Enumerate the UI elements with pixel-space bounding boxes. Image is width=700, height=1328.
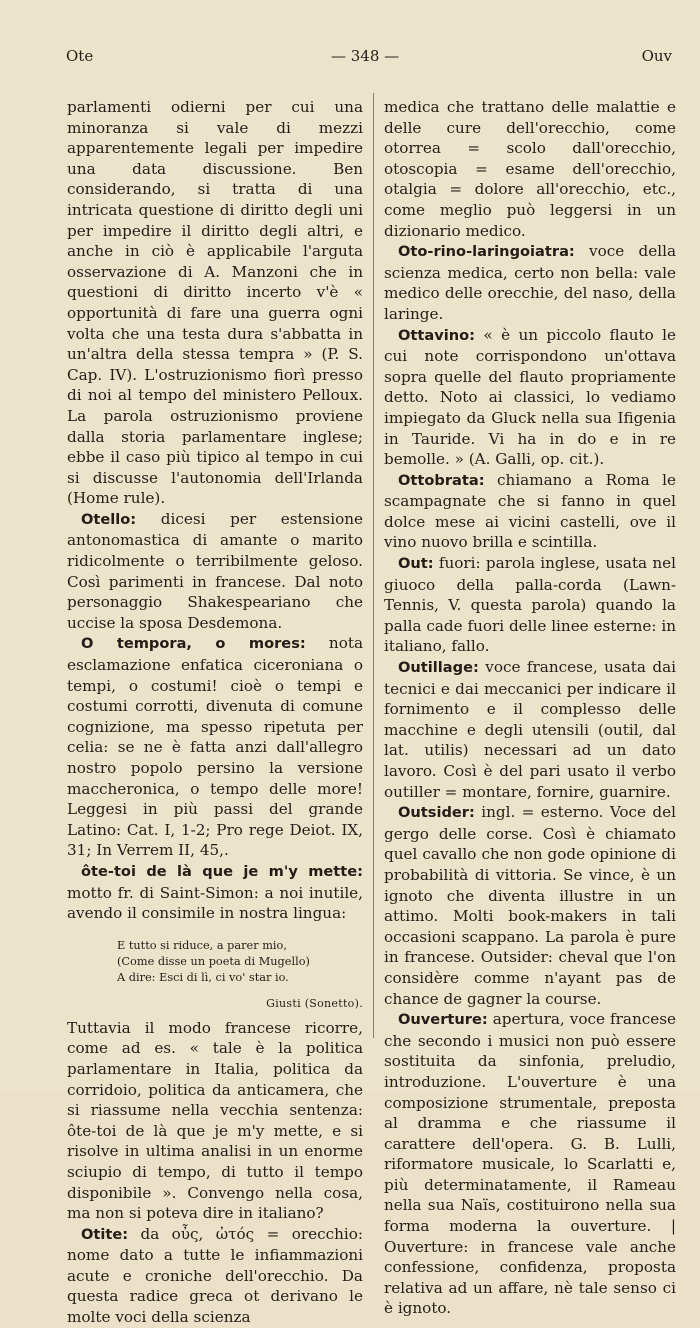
entry-ottobrata: Ottobrata: chiamano a Roma le scampagnate che si fanno in quel dolce mese ai vicini castelli, ove il vino nuovo brilla e scintilla. (384, 470, 676, 552)
headword: ôte-toi de là que je m'y mette: (81, 862, 363, 880)
entry-outillage: Outillage: voce francese, usata dai tecnici e dai meccanici per indicare il fornimento e il complesso delle macchine e degli utensili (outil, dal lat. utilis) necessari ad un dato lavoro. Così è del pari usato il verbo outiller = montare, fornire, guarnire. (384, 658, 676, 801)
verse-text: E tutto si riduce, a parer mio, (Come disse un poeta di Mugello) A dire: Esci di lì, ci vo' star io. (117, 938, 310, 984)
headword: Ottobrata: (398, 471, 485, 489)
entry-outsider: Outsider: ingl. = esterno. Voce del gergo delle corse. Così è chiamato quel cavallo che non gode opinione di probabilità di vittoria. Se vince, è un ignoto che diventa illustre in un attimo. Molti book-makers in tali occasioni scappano. La parola è pure in francese. Outsider: cheval que l'on considère comme n'ayant pas de chance de gagner la course. (384, 803, 676, 1008)
headword: Oto-rino-laringoiatra: (398, 243, 575, 261)
entry-ouverture: Ouverture: apertura, voce francese che secondo i musici non può essere sostituita da sinfonia, preludio, introduzione. L'ouverture è una composizione strumentale, preposta al dramma e che riassume il carattere dell'opera. G. B. Lulli, riformatore musicale, lo Scarlatti e, più determinatamente, il Rameau nella sua Naïs, costituirono nella sua forma moderna la ouverture. | Ouverture: in francese vale anche confessione, confidenza, proposta relativa ad un affare, nè tale senso ci è ignoto. (384, 1010, 676, 1318)
left-column (67, 97, 363, 1328)
headword: Ouverture: (398, 1011, 488, 1029)
entry-ottavino: Ottavino: « è un piccolo flauto le cui note corrispondono un'ottava sopra quelle del flauto propriamente detto. Noto ai classici, lo vediamo impiegato da Gluck nella sua Ifigenia in Tauride. Vi ha in do e in re bemolle. » (A. Galli, op. cit.). (384, 325, 676, 469)
headword: Outillage: (398, 659, 479, 677)
verse-quote (117, 938, 363, 1012)
headword: Otello: (81, 510, 137, 528)
headword: Ottavino: (398, 326, 475, 344)
headword: Otite: (81, 1225, 129, 1243)
headword: Out: (398, 555, 434, 573)
entry-otello: Otello: dicesi per estensione antonomastica di amante o marito ridicolmente o terribilmente geloso. Così parimenti in francese. Dal noto personaggio Shakespeariano che uccise la sposa Desdemona. (67, 509, 363, 632)
headword: O tempora, o mores: (81, 635, 306, 653)
entry-ote-toi: ôte-toi de là que je m'y mette: motto fr. di Saint-Simon: a noi inutile, avendo il consimile in nostra lingua: (67, 862, 363, 923)
entry-ote-toi-continued: Tuttavia il modo francese ricorre, come ad es. « tale è la politica parlamentare in Italia, politica da corridoio, politica da anticamera, che si riassume nella vecchia sentenza: ôte-toi de là que je m'y mette, e si risolve in ultima analisi in un enorme sciupio di tempo, di tutto il tempo disponibile ». Convengo nella cosa, ma non si poteva dire in italiano? (67, 1018, 363, 1223)
entry-oto-rino-laringoiatra: Oto-rino-laringoiatra: voce della scienza medica, certo non bella: vale medico delle orecchie, del naso, della laringe. (384, 242, 676, 323)
page-number: — 348 — (331, 47, 400, 65)
entry-otite-continued: medica che trattano delle malattie e delle cure dell'orecchio, come otorrea = scolo dall'orecchio, otoscopia = esame dell'orecchio, otalgia = dolore all'orecchio, etc., come meglio può leggersi in un dizionario medico. (384, 98, 676, 240)
header-right-guideword: Ouv (641, 47, 672, 65)
entry-o-tempora: O tempora, o mores: nota esclamazione enfatica ciceroniana o tempi, o costumi! cioè o tempi e costumi corrotti, divenuta di comune cognizione, ma spesso ripetuta per celia: se ne è fatta anzi dall'allegro nostro popolo persino la versione maccheronica, o tempo delle more! Leggesi in più passi del grande Latino: Cat. I, 1-2; Pro rege Deiot. IX, 31; In Verrem II, 45,. (67, 634, 363, 860)
entry-otite: Otite: da οὖς, ὠτός = orecchio: nome dato a tutte le infiammazioni acute e croniche dell'orecchio. Da questa radice greca ot derivano le molte voci della scienza (67, 1224, 363, 1327)
entry-out: Out: fuori: parola inglese, usata nel giuoco della palla-corda (Lawn-Tennis, V. questa parola) quando la palla cade fuori delle linee esterne: in italiano, fallo. (384, 554, 676, 656)
right-column (384, 97, 676, 1319)
verse-source: Giusti (Sonetto). (266, 996, 363, 1010)
header-left-guideword: Ote (66, 47, 94, 65)
running-header (0, 47, 700, 71)
entry-ostruzionismo-continued: parlamenti odierni per cui una minoranza si vale di mezzi apparentemente legali per impedire una data discussione. Ben considerando, si tratta di una intricata questione di diritto degli uni per impedire il diritto degli altri, e anche in ciò è applicabile l'arguta osservazione di A. Manzoni che in questioni di diritto incerto v'è « opportunità di fare una guerra ogni volta che una testa dura s'abbatta in un'altra della stessa tempra » (P. S. Cap. IV). L'ostruzionismo fiorì presso di noi al tempo del ministero Pelloux. La parola ostruzionismo proviene dalla storia parlamentare inglese; ebbe il caso più tipico al tempo in cui si discusse l'autonomia dell'Irlanda (Home rule). (67, 98, 363, 508)
column-divider (373, 93, 374, 1038)
headword: Outsider: (398, 804, 475, 822)
